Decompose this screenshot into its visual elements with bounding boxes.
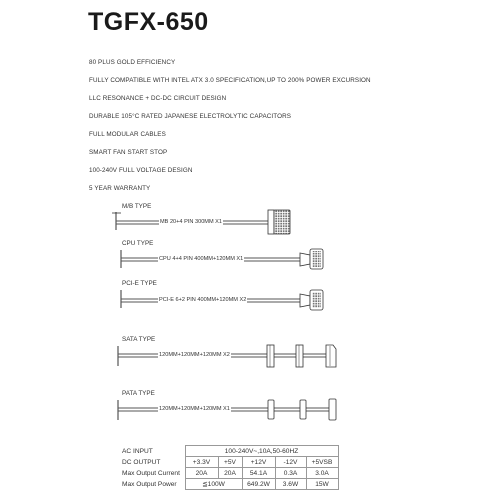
current-cell: 3.0A — [306, 468, 338, 479]
feature-item: LLC RESONANCE + DC-DC CIRCUIT DESIGN — [89, 95, 227, 102]
feature-item: SMART FAN START STOP — [89, 149, 168, 156]
power-cell: 649.2W — [242, 479, 275, 490]
current-cell: 54.1A — [242, 468, 275, 479]
cable-spec-label: PCI-E 6+2 PIN 400MM+120MM X2 — [159, 297, 247, 303]
ac-input-row — [121, 446, 338, 457]
feature-item: FULLY COMPATIBLE WITH INTEL ATX 3.0 SPECIFICATION,UP TO 200% POWER EXCURSION — [89, 77, 371, 84]
rail-cell: +12V — [242, 457, 275, 468]
cable-type-label: CPU TYPE — [122, 240, 154, 247]
cable-spec-label: 120MM+120MM+120MM X1 — [159, 406, 230, 412]
rail-cell: +5V — [218, 457, 242, 468]
feature-item: DURABLE 105°C RATED JAPANESE ELECTROLYTIC CAPACITORS — [89, 113, 292, 120]
rail-cell: -12V — [275, 457, 306, 468]
cable-type-label: M/B TYPE — [122, 203, 152, 210]
rail-cell: +3.3V — [185, 457, 218, 468]
feature-item: FULL MODULAR CABLES — [89, 131, 166, 138]
cable-spec-label: MB 20+4 PIN 300MM X1 — [160, 219, 223, 225]
cable-spec-label: CPU 4+4 PIN 400MM+120MM X1 — [159, 256, 244, 262]
rail-cell: +5VSB — [306, 457, 338, 468]
cable-type-label: PATA TYPE — [122, 390, 155, 397]
current-cell: 20A — [218, 468, 242, 479]
feature-item: 5 YEAR WARRANTY — [89, 185, 151, 192]
max-power-label: Max Output Power — [122, 480, 177, 488]
combined-power-cell: ≦100W — [185, 479, 242, 490]
max-power-row — [121, 479, 338, 490]
power-cell: 3.6W — [275, 479, 306, 490]
current-cell: 0.3A — [275, 468, 306, 479]
dc-output-label: DC OUTPUT — [122, 458, 161, 466]
power-spec-table — [121, 445, 339, 490]
feature-item: 100-240V FULL VOLTAGE DESIGN — [89, 167, 193, 174]
feature-item: 80 PLUS GOLD EFFICIENCY — [89, 59, 176, 66]
product-title: TGFX-650 — [88, 8, 209, 36]
power-cell: 15W — [306, 479, 338, 490]
max-current-row — [121, 468, 338, 479]
cable-type-label: PCI-E TYPE — [122, 280, 157, 287]
cable-type-label: SATA TYPE — [122, 336, 156, 343]
dc-output-row — [121, 457, 338, 468]
max-current-label: Max Output Current — [122, 469, 180, 477]
current-cell: 20A — [185, 468, 218, 479]
ac-input-value: 100-240V~,10A,50-60HZ — [185, 446, 338, 457]
ac-input-label: AC INPUT — [122, 447, 153, 455]
cable-spec-label: 120MM+120MM+120MM X2 — [159, 352, 230, 358]
